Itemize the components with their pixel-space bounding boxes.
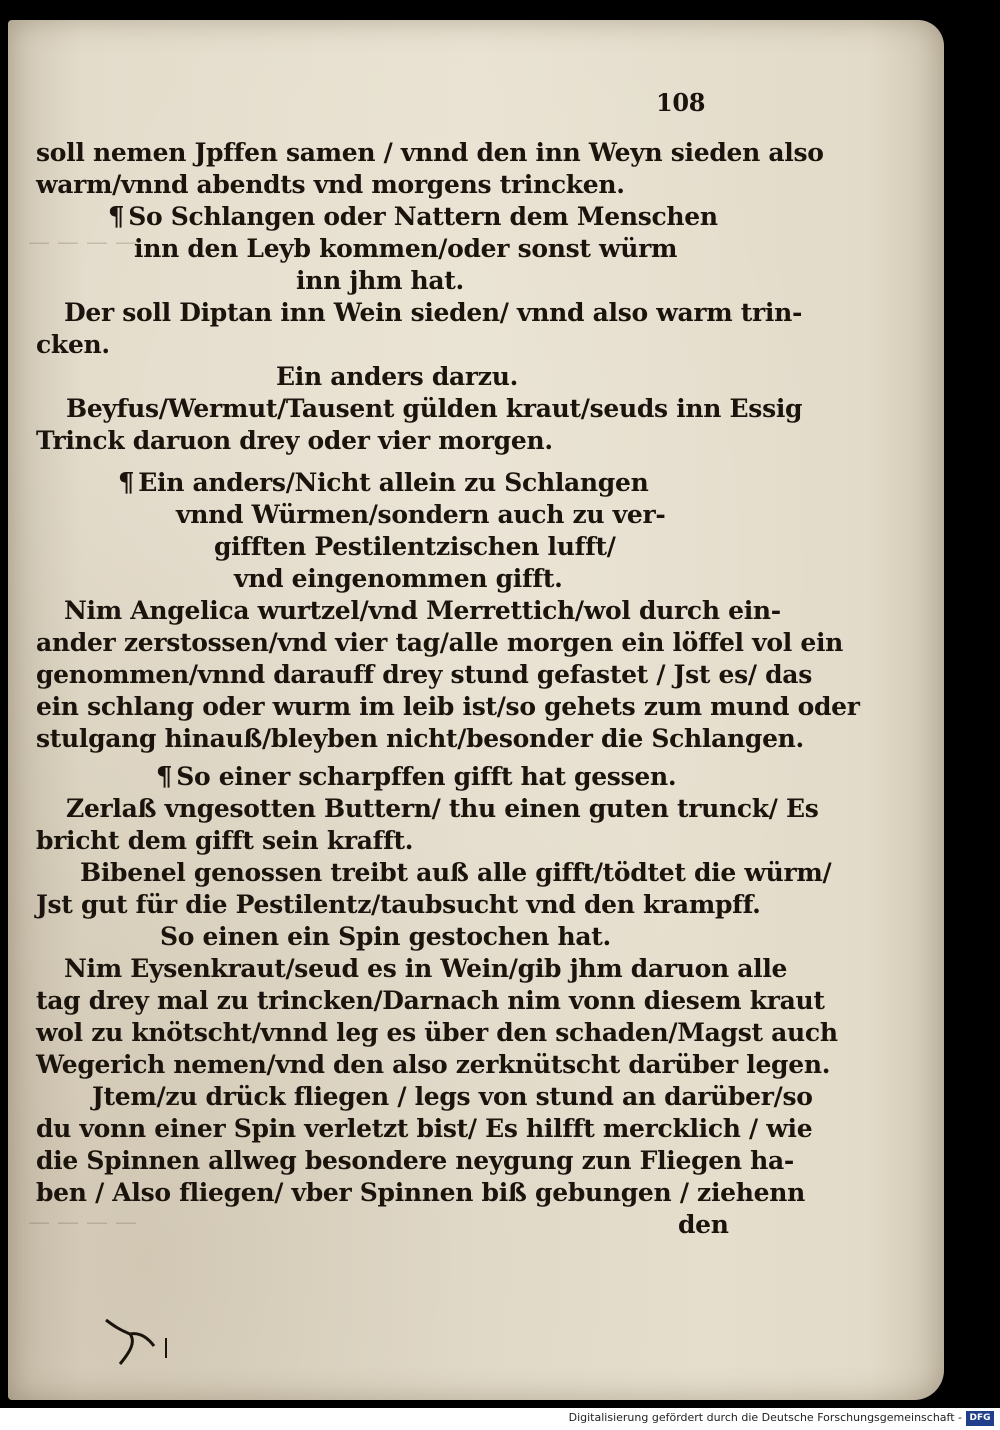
- text-line: du vonn einer Spin verletzt bist/ Es hilfft mercklich / wie: [36, 1114, 813, 1143]
- section-heading: So einen ein Spin gestochen hat.: [160, 922, 611, 951]
- text-line: Nim Eysenkraut/seud es in Wein/gib jhm daruon alle: [64, 954, 788, 983]
- text-line: stulgang hinauß/bleyben nicht/besonder die Schlangen.: [36, 724, 804, 753]
- text-line: ein schlang oder wurm im leib ist/so gehets zum mund oder: [36, 692, 860, 721]
- pilcrow-icon: ¶: [108, 202, 125, 232]
- section-heading-line: gifften Pestilentzischen lufft/: [214, 532, 616, 561]
- text-line: Zerlaß vngesotten Buttern/ thu einen guten trunck/ Es: [66, 794, 819, 823]
- text-line: bricht dem gifft sein krafft.: [36, 826, 414, 855]
- text-line: warm/vnnd abendts vnd morgens trincken.: [36, 170, 625, 199]
- section-heading: [156, 762, 676, 792]
- catchword: den: [678, 1210, 729, 1239]
- text-line: Jst gut für die Pestilentz/taubsucht vnd den krampff.: [36, 890, 761, 919]
- text-line: tag drey mal zu trincken/Darnach nim vonn diesem kraut: [36, 986, 825, 1015]
- heading-text: So einer scharpffen gifft hat gessen.: [176, 762, 677, 791]
- text-line: Nim Angelica wurtzel/vnd Merrettich/wol durch ein-: [64, 596, 781, 625]
- folio-number: 108: [656, 88, 706, 117]
- text-line: ben / Also fliegen/ vber Spinnen biß gebungen / ziehenn: [36, 1178, 805, 1207]
- text-line: Beyfus/Wermut/Tausent gülden kraut/seuds inn Essig: [66, 394, 803, 423]
- text-line: Jtem/zu drück fliegen / legs von stund an darüber/so: [92, 1082, 813, 1111]
- text-line: Bibenel genossen treibt auß alle gifft/tödtet die würm/: [80, 858, 832, 887]
- book-page: [8, 20, 944, 1400]
- text-line: Der soll Diptan inn Wein sieden/ vnnd also warm trin-: [64, 298, 803, 327]
- section-heading-line: inn jhm hat.: [296, 266, 464, 295]
- text-line: Wegerich nemen/vnd den also zerknütscht darüber legen.: [36, 1050, 831, 1079]
- text-line: ander zerstossen/vnd vier tag/alle morgen ein löffel vol ein: [36, 628, 844, 657]
- dfg-logo: DFG: [966, 1411, 994, 1426]
- section-heading-line: vnd eingenommen gifft.: [234, 564, 563, 593]
- show-through-text: — — — —: [28, 1210, 137, 1235]
- footer-bar: [0, 1408, 1000, 1430]
- heading-text: So Schlangen oder Nattern dem Menschen: [128, 202, 718, 231]
- text-line: soll nemen Jpffen samen / vnnd den inn Weyn sieden also: [36, 138, 824, 167]
- pilcrow-icon: ¶: [156, 762, 173, 792]
- section-heading: [108, 202, 718, 232]
- section-heading-line: vnnd Würmen/sondern auch zu ver-: [176, 500, 666, 529]
- heading-text: Ein anders/Nicht allein zu Schlangen: [138, 468, 649, 497]
- section-heading: [118, 468, 648, 498]
- show-through-text: — — — —: [28, 230, 137, 255]
- text-line: die Spinnen allweg besondere neygung zun Fliegen ha-: [36, 1146, 794, 1175]
- section-heading: Ein anders darzu.: [276, 362, 518, 391]
- text-line: genommen/vnnd darauff drey stund gefastet / Jst es/ das: [36, 660, 812, 689]
- ink-smudge-icon: [100, 1312, 180, 1372]
- text-line: Trinck daruon drey oder vier morgen.: [36, 426, 553, 455]
- text-line: cken.: [36, 330, 110, 359]
- text-line: wol zu knötscht/vnnd leg es über den schaden/Magst auch: [36, 1018, 838, 1047]
- pilcrow-icon: ¶: [118, 468, 135, 498]
- footer-credit: Digitalisierung gefördert durch die Deutsche Forschungsgemeinschaft -: [568, 1411, 962, 1424]
- section-heading-line: inn den Leyb kommen/oder sonst würm: [134, 234, 678, 263]
